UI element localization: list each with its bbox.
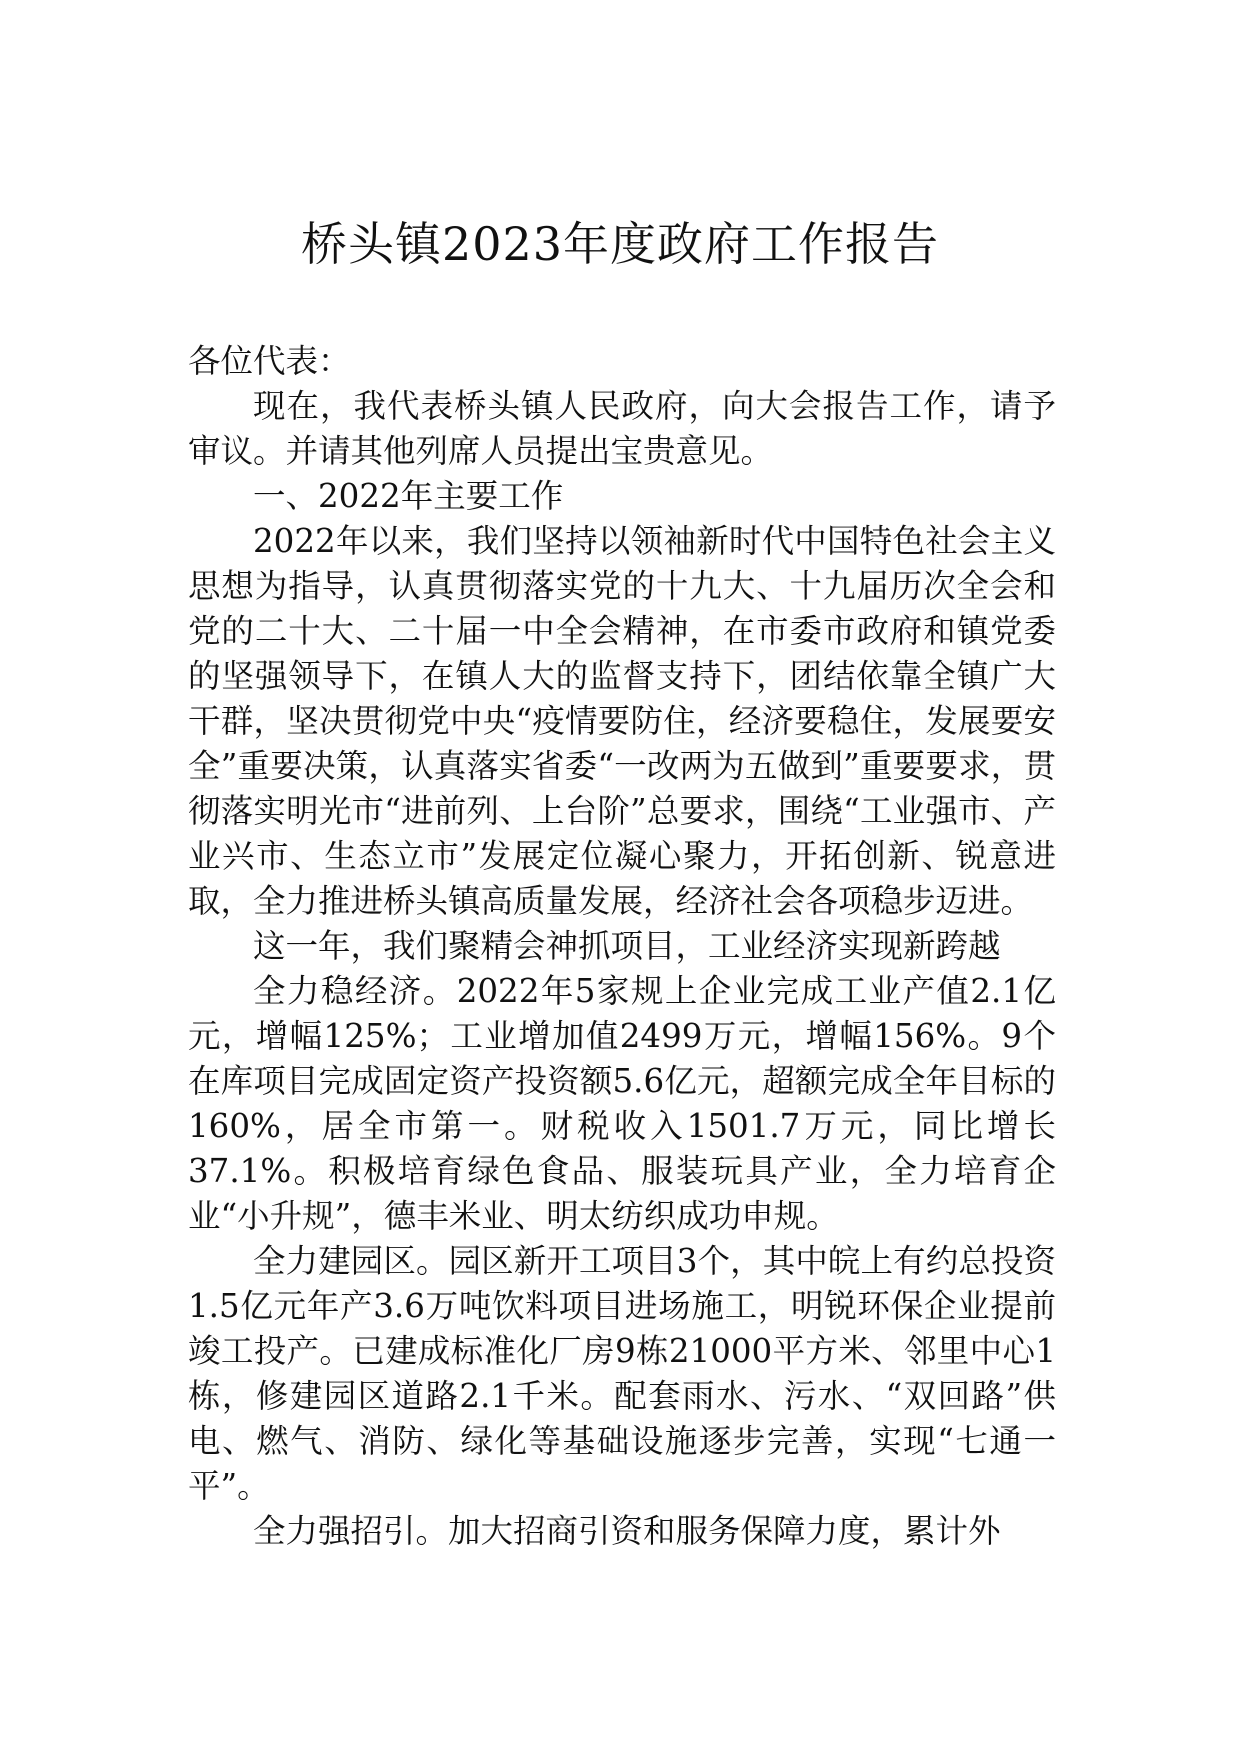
document-title: 桥头镇2023年度政府工作报告	[300, 217, 940, 271]
paragraph-intro: 现在，我代表桥头镇人民政府，向大会报告工作，请予审议。并请其他列席人员提出宝贵意见。	[188, 387, 1056, 470]
paragraph-park: 全力建园区。园区新开工项目3个，其中皖上有约总投资1.5亿元年产3.6万吨饮料项目进场施工，明锐环保企业提前竣工投产。已建成标准化厂房9栋21000平方米、邻里中心1栋，修建园区道路2.1千米。配套雨水、污水、“双回路”供电、燃气、消防、绿化等基础设施逐步完善，实现“七通一平”。	[188, 1242, 1056, 1505]
document-body	[188, 339, 1056, 1554]
paragraph-investment: 全力强招引。加大招商引资和服务保障力度，累计外	[253, 1512, 1001, 1550]
section-heading: 一、2022年主要工作	[253, 477, 564, 515]
salutation: 各位代表：	[188, 342, 351, 380]
paragraph-overview: 2022年以来，我们坚持以领袖新时代中国特色社会主义思想为指导，认真贯彻落实党的十九大、十九届历次全会和党的二十大、二十届一中全会精神，在市委市政府和镇党委的坚强领导下，在镇人大的监督支持下，团结依靠全镇广大干群，坚决贯彻党中央“疫情要防住，经济要稳住，发展要安全”重要决策，认真落实省委“一改两为五做到”重要要求，贯彻落实明光市“进前列、上台阶”总要求，围绕“工业强市、产业兴市、生态立市”发展定位凝心聚力，开拓创新、锐意进取，全力推进桥头镇高质量发展，经济社会各项稳步迈进。	[188, 522, 1056, 920]
subheading-projects: 这一年，我们聚精会神抓项目，工业经济实现新跨越	[253, 927, 1001, 965]
paragraph-economy: 全力稳经济。2022年5家规上企业完成工业产值2.1亿元，增幅125%；工业增加值2499万元，增幅156%。9个在库项目完成固定资产投资额5.6亿元，超额完成全年目标的160%，居全市第一。财税收入1501.7万元，同比增长37.1%。积极培育绿色食品、服装玩具产业，全力培育企业“小升规”，德丰米业、明太纺织成功申规。	[188, 972, 1056, 1235]
